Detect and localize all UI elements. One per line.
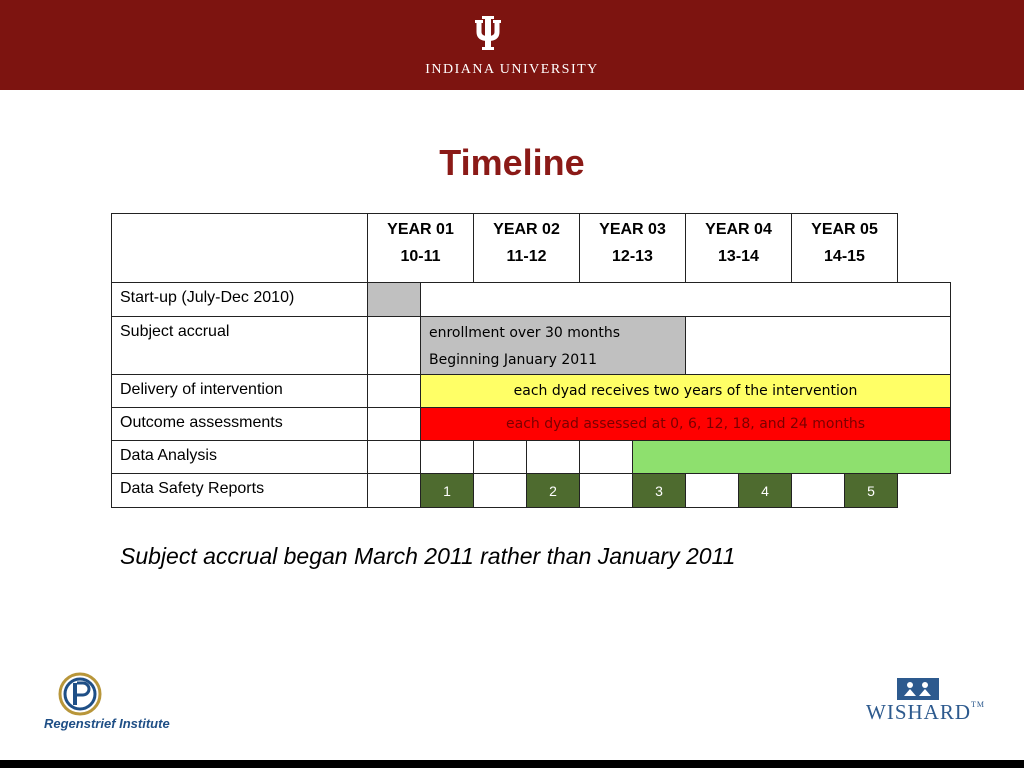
empty-cell xyxy=(580,474,633,508)
trident-icon xyxy=(472,14,504,52)
analysis-bar xyxy=(633,441,951,474)
empty-cell xyxy=(686,317,951,375)
row-accrual xyxy=(112,317,951,375)
regenstrief-name: Regenstrief Institute xyxy=(44,716,170,731)
empty-cell xyxy=(368,375,421,408)
wishard-name: WISHARD™ xyxy=(866,700,985,724)
page-title: Timeline xyxy=(439,142,585,183)
wishard-logo-icon xyxy=(895,676,941,702)
timeline-table xyxy=(111,213,951,508)
empty-cell xyxy=(421,283,951,317)
header-bar xyxy=(0,0,1024,90)
safety-report-4: 4 xyxy=(739,474,792,508)
row-analysis xyxy=(112,441,951,474)
startup-bar xyxy=(368,283,421,317)
row-safety xyxy=(112,474,951,508)
row-startup xyxy=(112,283,951,317)
outcome-bar: each dyad assessed at 0, 6, 12, 18, and 24 months xyxy=(421,408,951,441)
row-label: Outcome assessments xyxy=(112,408,368,441)
row-label: Data Analysis xyxy=(112,441,368,474)
safety-report-2: 2 xyxy=(527,474,580,508)
header-corner-cell xyxy=(112,214,368,283)
row-outcome xyxy=(112,408,951,441)
empty-cell xyxy=(368,408,421,441)
year-header-2: YEAR 02 11-12 xyxy=(474,214,580,283)
trademark-mark: TM xyxy=(971,700,985,709)
university-name: INDIANA UNIVERSITY xyxy=(425,62,599,77)
year-header-1: YEAR 01 10-11 xyxy=(368,214,474,283)
safety-report-3: 3 xyxy=(633,474,686,508)
empty-cell xyxy=(474,474,527,508)
empty-cell xyxy=(368,317,421,375)
year-header-5: YEAR 05 14-15 xyxy=(792,214,898,283)
row-label: Start-up (July-Dec 2010) xyxy=(112,283,368,317)
empty-cell xyxy=(580,441,633,474)
empty-cell xyxy=(368,474,421,508)
row-label: Delivery of intervention xyxy=(112,375,368,408)
regenstrief-logo-icon xyxy=(58,672,102,716)
empty-cell xyxy=(527,441,580,474)
empty-cell xyxy=(368,441,421,474)
year-header-4: YEAR 04 13-14 xyxy=(686,214,792,283)
empty-cell xyxy=(792,474,845,508)
accrual-bar: enrollment over 30 months Beginning January 2011 xyxy=(421,317,686,375)
row-label: Subject accrual xyxy=(112,317,368,375)
delivery-bar: each dyad receives two years of the intervention xyxy=(421,375,951,408)
safety-report-5: 5 xyxy=(845,474,898,508)
footer-bar xyxy=(0,760,1024,768)
empty-cell xyxy=(421,441,474,474)
empty-cell xyxy=(474,441,527,474)
empty-cell xyxy=(686,474,739,508)
row-delivery xyxy=(112,375,951,408)
row-label: Data Safety Reports xyxy=(112,474,368,508)
year-header-3: YEAR 03 12-13 xyxy=(580,214,686,283)
safety-report-1: 1 xyxy=(421,474,474,508)
accrual-note: Subject accrual began March 2011 rather than January 2011 xyxy=(120,543,736,569)
year-header-row xyxy=(112,214,951,283)
